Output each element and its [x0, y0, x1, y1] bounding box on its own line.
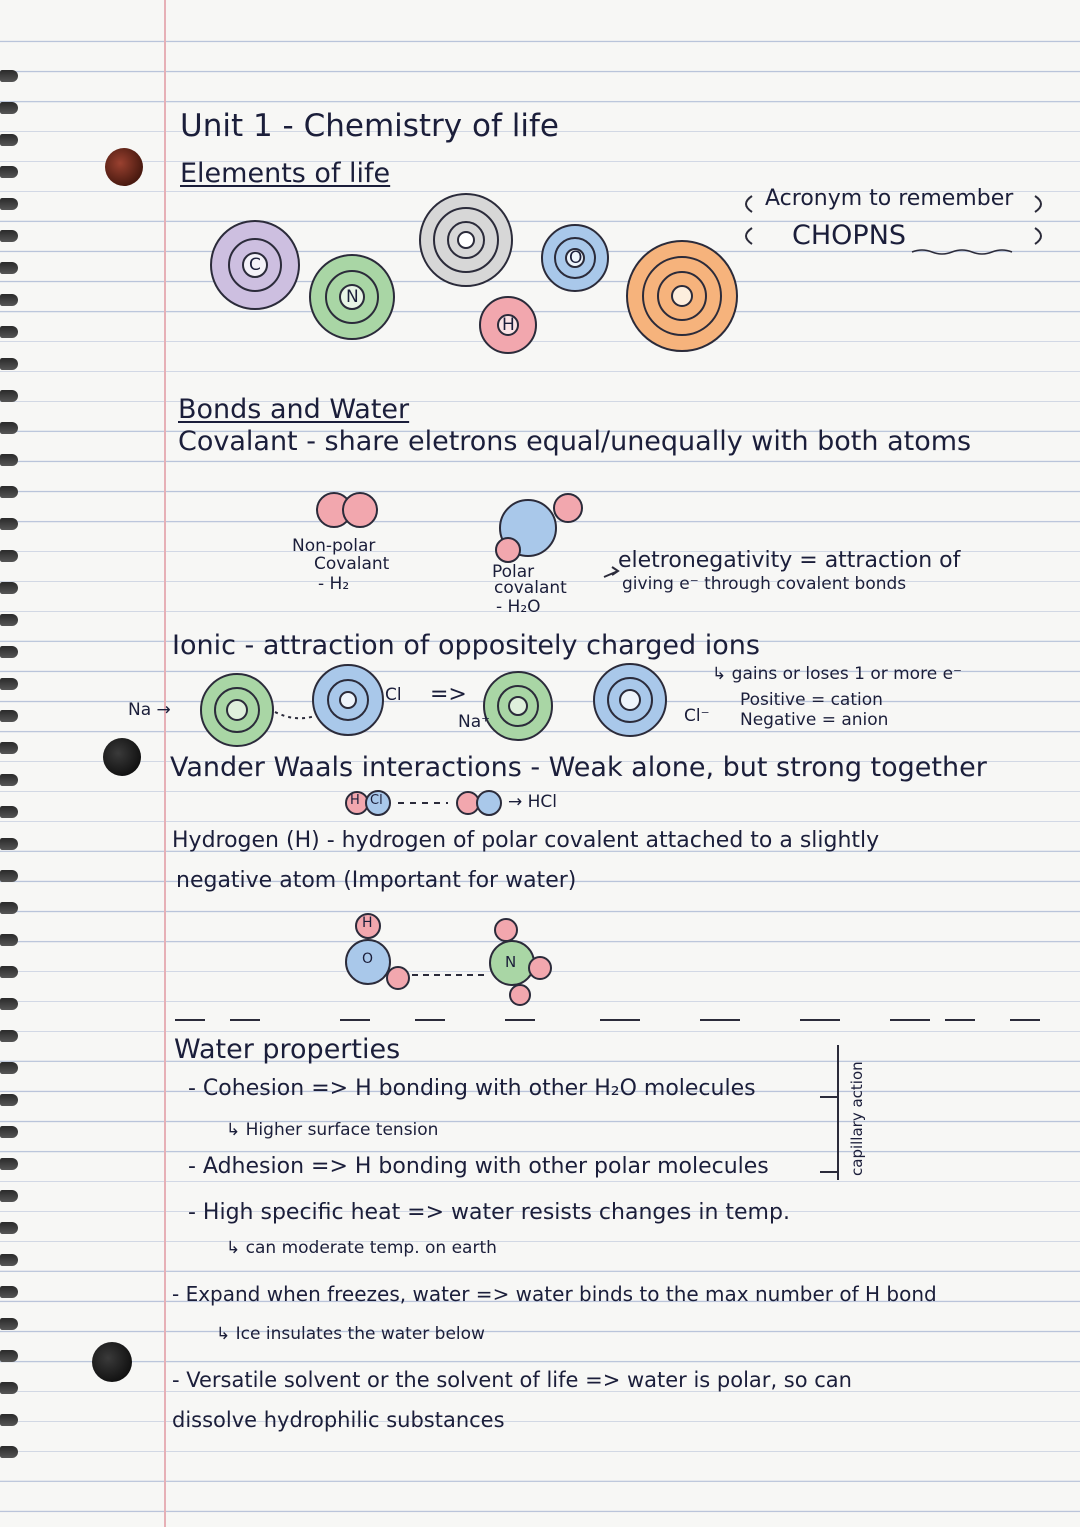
nonpolar-line3: - H₂: [318, 574, 350, 594]
adhesion-item: - Adhesion => H bonding with other polar molecules: [188, 1154, 769, 1179]
acronym-label: Acronym to remember: [765, 186, 1014, 211]
capillary-action-label: capillary action: [848, 1061, 866, 1176]
h2-molecule-diagram: [317, 493, 377, 527]
cohesion-sub: ↳ Higher surface tension: [226, 1120, 439, 1140]
hbond-n-label: N: [505, 953, 517, 971]
polar-line3: - H₂O: [496, 597, 541, 617]
orange-atom-diagram: [627, 241, 737, 351]
hcl-label: → HCl: [508, 792, 558, 812]
ion-note-gains: ↳ gains or loses 1 or more e⁻: [712, 664, 962, 684]
chloride-ion-diagram: [594, 664, 666, 736]
sodium-ion-diagram: [484, 672, 552, 740]
nonpolar-line1: Non-polar: [292, 536, 376, 556]
ion-note-negative: Negative = anion: [740, 710, 889, 730]
oxygen-label: O: [569, 248, 583, 268]
h2o-molecule-diagram: [496, 494, 582, 562]
na-label: Na →: [128, 700, 171, 720]
ionic-definition: Ionic - attraction of oppositely charged ions: [172, 630, 760, 661]
ionic-arrow: =>: [430, 682, 467, 707]
sodium-atom-diagram: [201, 674, 273, 746]
na-ion-label: Na⁺: [458, 712, 491, 732]
cohesion-item: - Cohesion => H bonding with other H₂O molecules: [188, 1076, 756, 1101]
specific-heat-sub: ↳ can moderate temp. on earth: [226, 1238, 497, 1258]
specific-heat-item: - High specific heat => water resists changes in temp.: [188, 1200, 790, 1225]
hcl-h-label: H: [350, 793, 360, 808]
expand-sub: ↳ Ice insulates the water below: [216, 1324, 485, 1344]
solvent-item-continued: dissolve hydrophilic substances: [172, 1408, 505, 1432]
page-title: Unit 1 - Chemistry of life: [180, 108, 559, 144]
polar-line2: covalant: [494, 578, 567, 598]
hcl-cl-label: Cl: [370, 793, 383, 808]
hbond-h-top: H: [362, 915, 373, 931]
hydrogen-label: H: [502, 315, 515, 335]
solvent-item: - Versatile solvent or the solvent of life => water is polar, so can: [172, 1368, 852, 1392]
carbon-label: C: [249, 255, 261, 275]
cl-ion-label: Cl⁻: [684, 706, 710, 726]
ammonia-hbond-diagram: [490, 919, 551, 1005]
acronym-value: CHOPNS: [792, 220, 907, 251]
ion-note-positive: Positive = cation: [740, 690, 883, 710]
hbond-o-label: O: [362, 951, 374, 967]
vander-waals-definition: Vander Waals interactions - Weak alone, but strong together: [170, 752, 987, 783]
expand-item: - Expand when freezes, water => water binds to the max number of H bond: [172, 1282, 937, 1306]
water-hbond-diagram: [346, 914, 409, 989]
nitrogen-label: N: [346, 287, 359, 307]
hydrogen-bond-line1: Hydrogen (H) - hydrogen of polar covalent attached to a slightly: [172, 828, 880, 853]
covalent-definition: Covalant - share eletrons equal/unequally with both atoms: [178, 426, 972, 457]
chlorine-atom-diagram: [313, 665, 383, 735]
elements-heading: Elements of life: [180, 158, 391, 189]
nonpolar-line2: Covalant: [314, 554, 390, 574]
water-properties-heading: Water properties: [174, 1034, 401, 1065]
grey-atom-diagram: [420, 194, 512, 286]
electronegativity-line2: giving e⁻ through covalent bonds: [622, 574, 907, 594]
hydrogen-bond-line2: negative atom (Important for water): [176, 868, 577, 893]
electronegativity-line1: eletronegativity = attraction of: [618, 548, 961, 573]
bonds-heading: Bonds and Water: [178, 394, 410, 425]
polar-line1: Polar: [492, 562, 535, 582]
cl-label: Cl: [385, 685, 402, 705]
